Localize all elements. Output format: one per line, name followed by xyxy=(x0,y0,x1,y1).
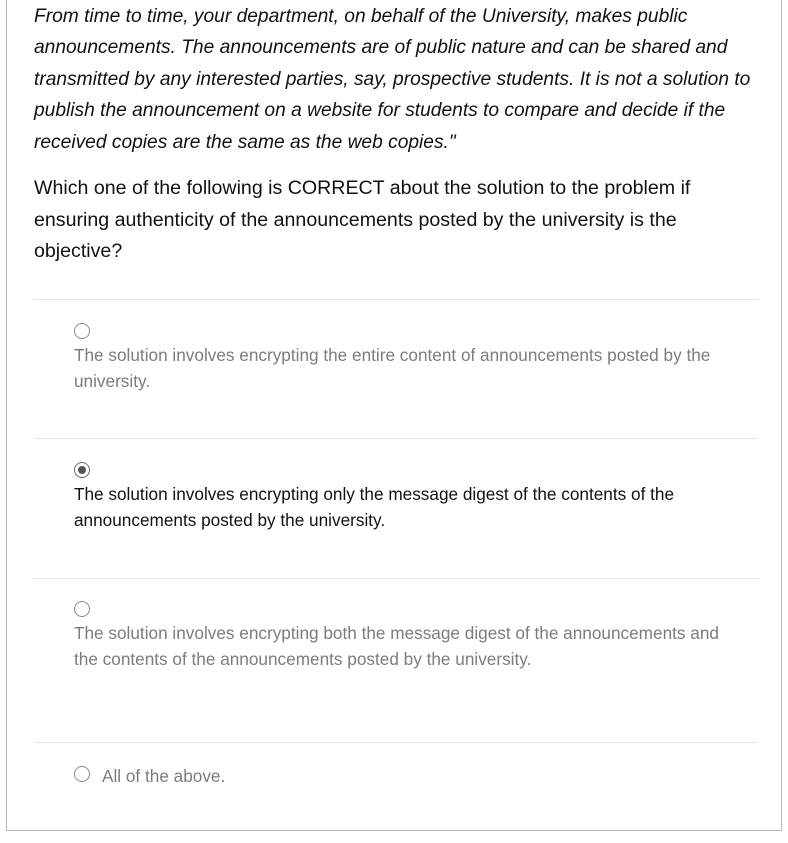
divider xyxy=(34,578,758,579)
option-3-radio[interactable] xyxy=(74,601,90,617)
option-3-label[interactable]: The solution involves encrypting both the message digest of the announcements and the contents of the announcements posted by the university. xyxy=(74,623,719,670)
divider xyxy=(34,299,758,300)
option-1-label[interactable]: The solution involves encrypting the entire content of announcements posted by the university. xyxy=(74,345,711,392)
option-2-label[interactable]: The solution involves encrypting only the message digest of the contents of the announcements posted by the university. xyxy=(74,484,675,531)
question-passage: From time to time, your department, on behalf of the University, makes public announcements. The announcements are of public nature and can be shared and transmitted by any interested parties, say, prospective students. It is not a solution to publish the announcement on a website for students to compare and decide if the received copies are the same as the web copies." xyxy=(34,6,751,153)
divider xyxy=(34,742,758,743)
question-prompt: Which one of the following is CORRECT about the solution to the problem if ensuring authenticity of the announcements posted by the university is the objective? xyxy=(34,177,691,263)
option-4-label[interactable]: All of the above. xyxy=(102,766,226,786)
option-4-radio[interactable] xyxy=(74,766,90,782)
option-2-radio[interactable] xyxy=(74,462,90,478)
divider xyxy=(34,438,758,439)
option-1-radio[interactable] xyxy=(74,323,90,339)
